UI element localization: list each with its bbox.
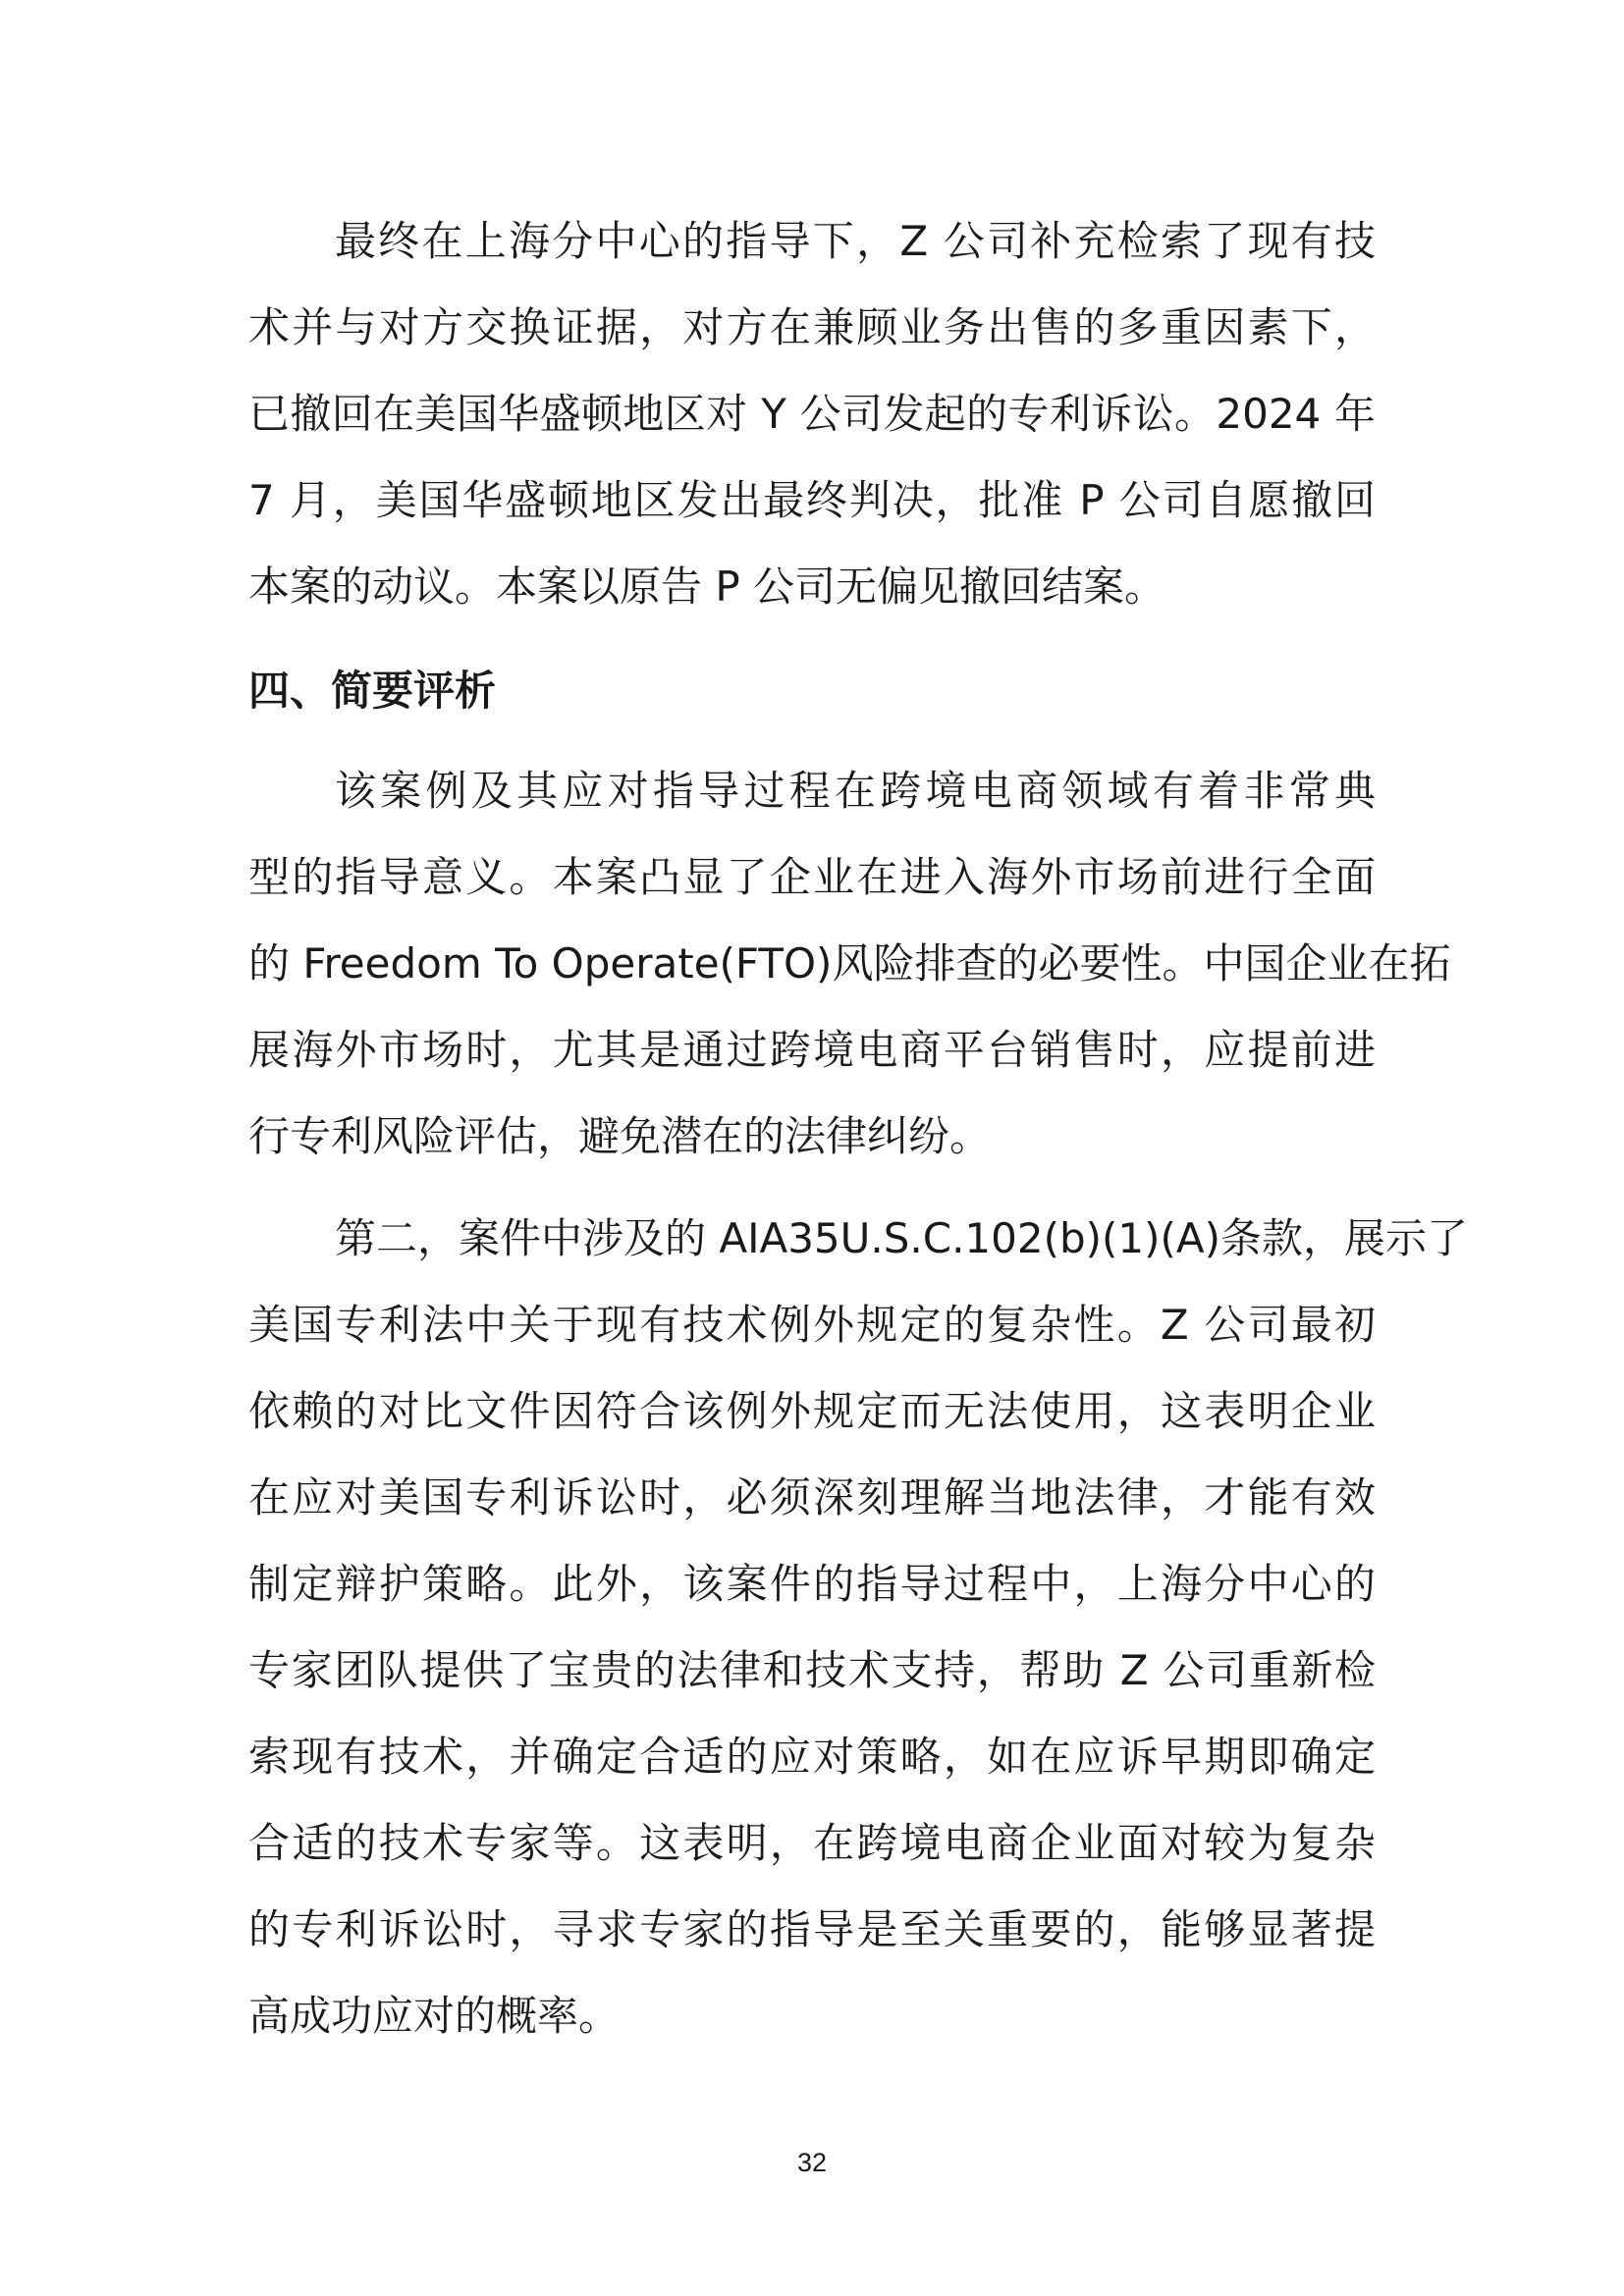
section-heading: 四、简要评析	[248, 667, 497, 715]
paragraph-3-line-6: 专家团队提供了宝贵的法律和技术支持，帮助 Z 公司重新检	[248, 1646, 1376, 1694]
paragraph-3-line-8: 合适的技术专家等。这表明，在跨境电商企业面对较为复杂	[248, 1819, 1376, 1867]
paragraph-3-line-3: 依赖的对比文件因符合该例外规定而无法使用，这表明企业	[248, 1387, 1376, 1435]
paragraph-3-line-7: 索现有技术，并确定合适的应对策略，如在应诉早期即确定	[248, 1733, 1376, 1781]
paragraph-1-line-4: 7 月，美国华盛顿地区发出最终判决，批准 P 公司自愿撤回	[248, 476, 1376, 524]
paragraph-2-line-4: 展海外市场时，尤其是通过跨境电商平台销售时，应提前进	[248, 1026, 1376, 1074]
paragraph-2-line-1: 该案例及其应对指导过程在跨境电商领域有着非常典	[335, 767, 1376, 815]
paragraph-3-line-9: 的专利诉讼时，寻求专家的指导是至关重要的，能够显著提	[248, 1905, 1376, 1953]
paragraph-3-line-2: 美国专利法中关于现有技术例外规定的复杂性。Z 公司最初	[248, 1301, 1376, 1349]
paragraph-1-line-5: 本案的动议。本案以原告 P 公司无偏见撤回结案。	[248, 562, 1166, 611]
paragraph-3-line-1: 第二，案件中涉及的 AIA35U.S.C.102(b)(1)(A)条款，展示了	[335, 1214, 1469, 1262]
paragraph-3-line-10: 高成功应对的概率。	[248, 1992, 621, 2040]
paragraph-3-line-5: 制定辩护策略。此外，该案件的指导过程中，上海分中心的	[248, 1560, 1376, 1608]
paragraph-2-line-5: 行专利风险评估，避免潜在的法律纠纷。	[248, 1112, 992, 1160]
page-number: 32	[796, 2148, 828, 2177]
paragraph-1-line-3: 已撤回在美国华盛顿地区对 Y 公司发起的专利诉讼。2024 年	[248, 390, 1376, 438]
paragraph-3-line-4: 在应对美国专利诉讼时，必须深刻理解当地法律，才能有效	[248, 1473, 1376, 1522]
paragraph-2-line-3: 的 Freedom To Operate(FTO)风险排查的必要性。中国企业在拓	[248, 939, 1451, 988]
paragraph-1-line-2: 术并与对方交换证据，对方在兼顾业务出售的多重因素下，	[248, 303, 1376, 351]
paragraph-1-line-1: 最终在上海分中心的指导下，Z 公司补充检索了现有技	[335, 217, 1376, 265]
paragraph-2-line-2: 型的指导意义。本案凸显了企业在进入海外市场前进行全面	[248, 853, 1376, 901]
